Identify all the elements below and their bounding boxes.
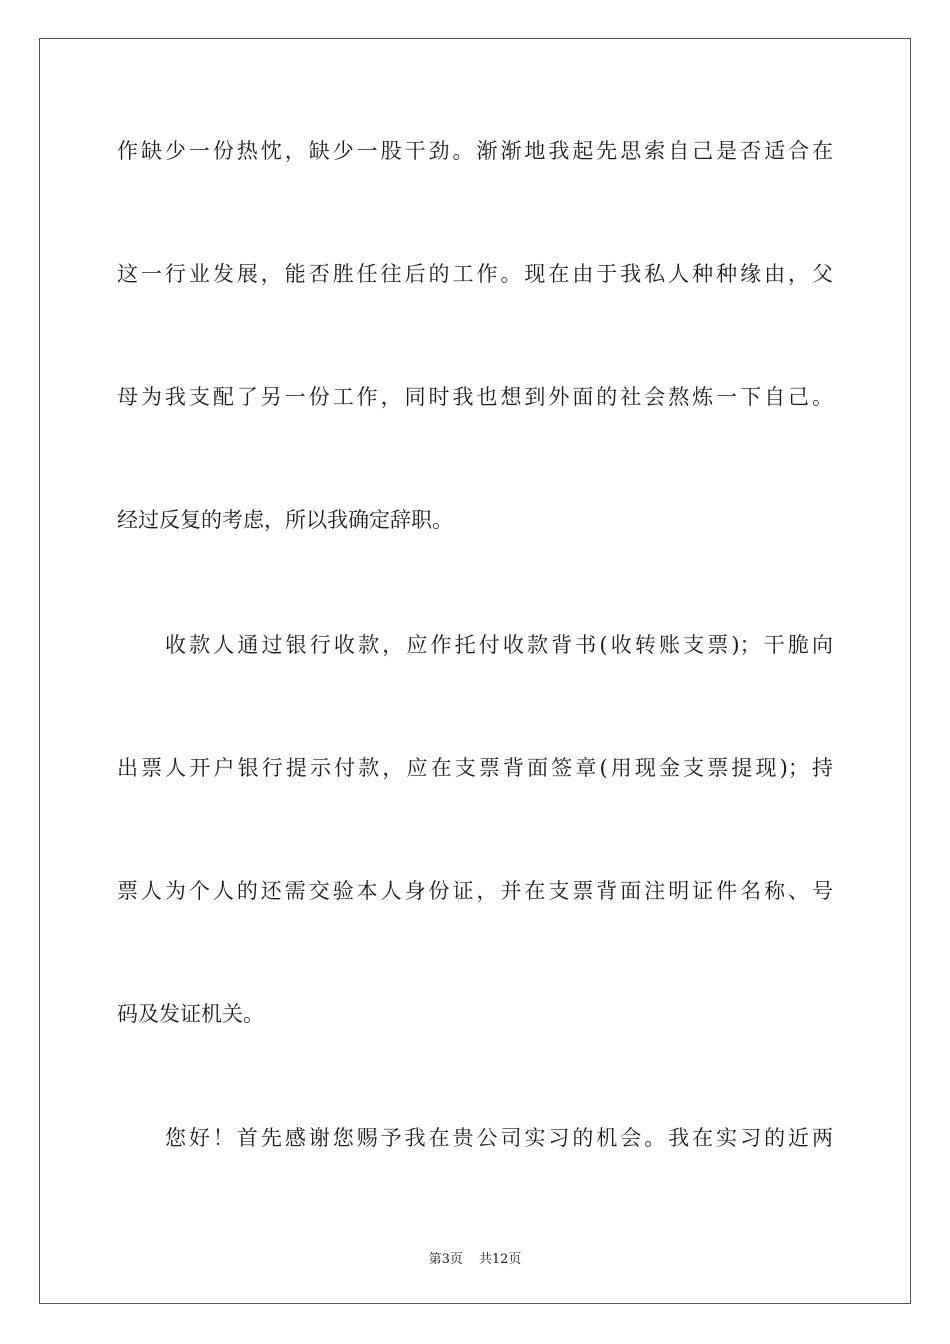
page-total: 共12页 [478,1252,522,1267]
paragraph-line: 这一行业发展，能否胜任往后的工作。现在由于我私人种种缘由，父 [117,262,833,286]
page-footer [0,1248,950,1267]
paragraph-line: 票人为个人的还需交验本人身份证，并在支票背面注明证件名称、号 [117,879,833,903]
paragraph-line: 母为我支配了另一份工作，同时我也想到外面的社会熬炼一下自己。 [117,385,833,409]
page-border [39,38,911,1304]
page-number: 第3页 [428,1252,463,1267]
paragraph-line: 收款人通过银行收款，应作托付收款背书(收转账支票)；干脆向 [165,633,833,657]
paragraph-line: 出票人开户银行提示付款，应在支票背面签章(用现金支票提现)；持 [117,756,833,780]
paragraph-line: 您好！首先感谢您赐予我在贵公司实习的机会。我在实习的近两 [165,1126,833,1150]
paragraph-line: 码及发证机关。 [117,1002,264,1026]
paragraph-line: 作缺少一份热忱，缺少一股干劲。渐渐地我起先思索自己是否适合在 [117,139,833,163]
paragraph-line: 经过反复的考虑，所以我确定辞职。 [117,508,453,532]
